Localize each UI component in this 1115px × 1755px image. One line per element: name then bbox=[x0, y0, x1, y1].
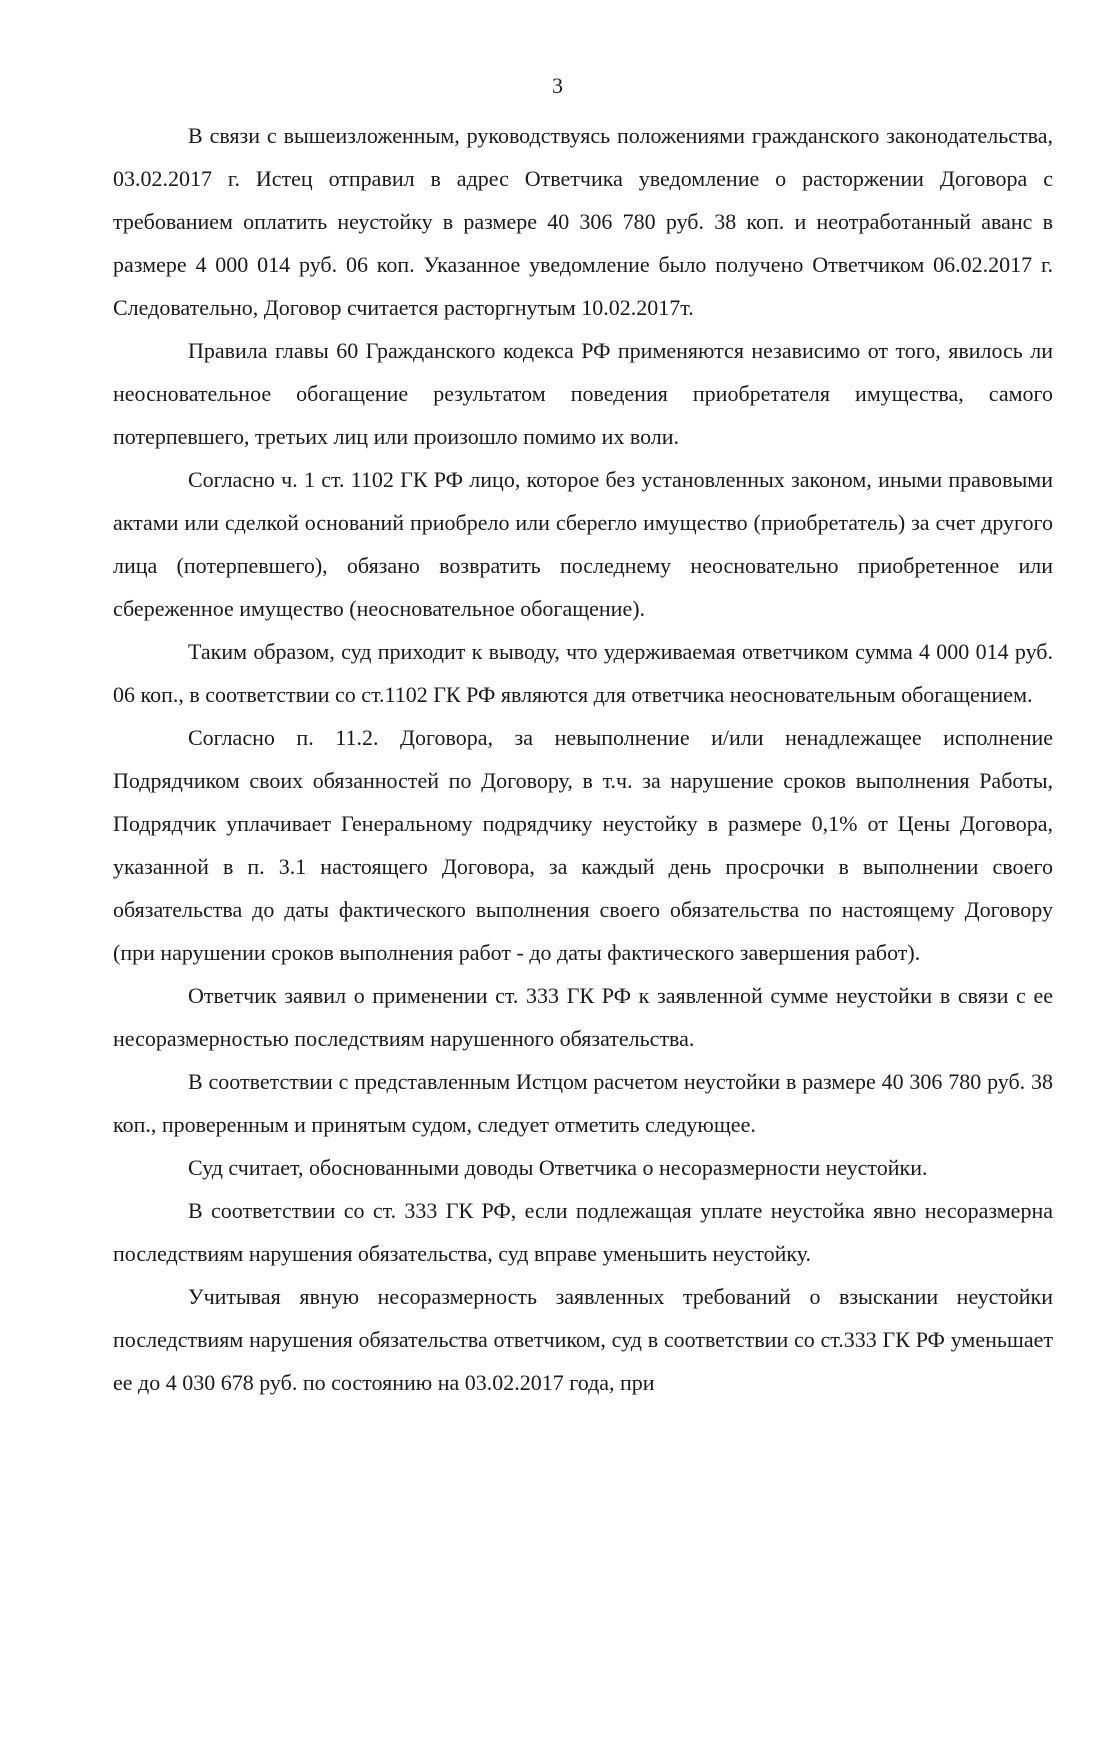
page-number: 3 bbox=[552, 73, 563, 98]
paragraph-court-opinion: Суд считает, обоснованными доводы Ответчика о несоразмерности неустойки. bbox=[188, 1155, 928, 1180]
paragraph-article-1102: Согласно ч. 1 ст. 1102 ГК РФ лицо, которое без установленных законом, иными правовыми актами или сделкой оснований приобрело или сберегло имущество (приобретатель) за счет другого лица (потерпевшего), обязано возвратить последнему неосновательно приобретенное или сбереженное имущество (неосновательное обогащение). bbox=[113, 467, 1053, 621]
paragraph-chapter-60: Правила главы 60 Гражданского кодекса РФ применяются независимо от того, явилось ли неосновательное обогащение результатом поведения приобретателя имущества, самого потерпевшего, третьих лиц или произошло помимо их воли. bbox=[113, 338, 1053, 449]
paragraph-notice-termination: В связи с вышеизложенным, руководствуясь положениями гражданского законодательства, 03.02.2017 г. Истец отправил в адрес Ответчика уведомление о расторжении Договора с требованием оплатить неустойку в размере 40 306 780 руб. 38 коп. и неотработанный аванс в размере 4 000 014 руб. 06 коп. Указанное уведомление было получено Ответчиком 06.02.2017 г. Следовательно, Договор считается расторгнутым 10.02.2017т. bbox=[113, 123, 1053, 320]
paragraph-penalty-reduction: Учитывая явную несоразмерность заявленных требований о взыскании неустойки последствиям нарушения обязательства ответчиком, суд в соответствии со ст.333 ГК РФ уменьшает ее до 4 030 678 руб. по состоянию на 03.02.2017 года, при bbox=[113, 1284, 1053, 1395]
paragraph-court-conclusion: Таким образом, суд приходит к выводу, что удерживаемая ответчиком сумма 4 000 014 руб. 06 коп., в соответствии со ст.1102 ГК РФ являются для ответчика неосновательным обогащением. bbox=[113, 639, 1053, 707]
paragraph-clause-11-2: Согласно п. 11.2. Договора, за невыполнение и/или ненадлежащее исполнение Подрядчиком своих обязанностей по Договору, в т.ч. за нарушение сроков выполнения Работы, Подрядчик уплачивает Генеральному подрядчику неустойку в размере 0,1% от Цены Договора, указанной в п. 3.1 настоящего Договора, за каждый день просрочки в выполнении своего обязательства до даты фактического выполнения своего обязательства по настоящему Договору (при нарушении сроков выполнения работ - до даты фактического завершения работ). bbox=[113, 725, 1053, 965]
document-body bbox=[113, 114, 1053, 1404]
paragraph-article-333: В соответствии со ст. 333 ГК РФ, если подлежащая уплате неустойка явно несоразмерна последствиям нарушения обязательства, суд вправе уменьшить неустойку. bbox=[113, 1198, 1053, 1266]
paragraph-penalty-calculation: В соответствии с представленным Истцом расчетом неустойки в размере 40 306 780 руб. 38 коп., проверенным и принятым судом, следует отметить следующее. bbox=[113, 1069, 1053, 1137]
paragraph-defendant-motion: Ответчик заявил о применении ст. 333 ГК РФ к заявленной сумме неустойки в связи с ее несоразмерностью последствиям нарушенного обязательства. bbox=[113, 983, 1053, 1051]
